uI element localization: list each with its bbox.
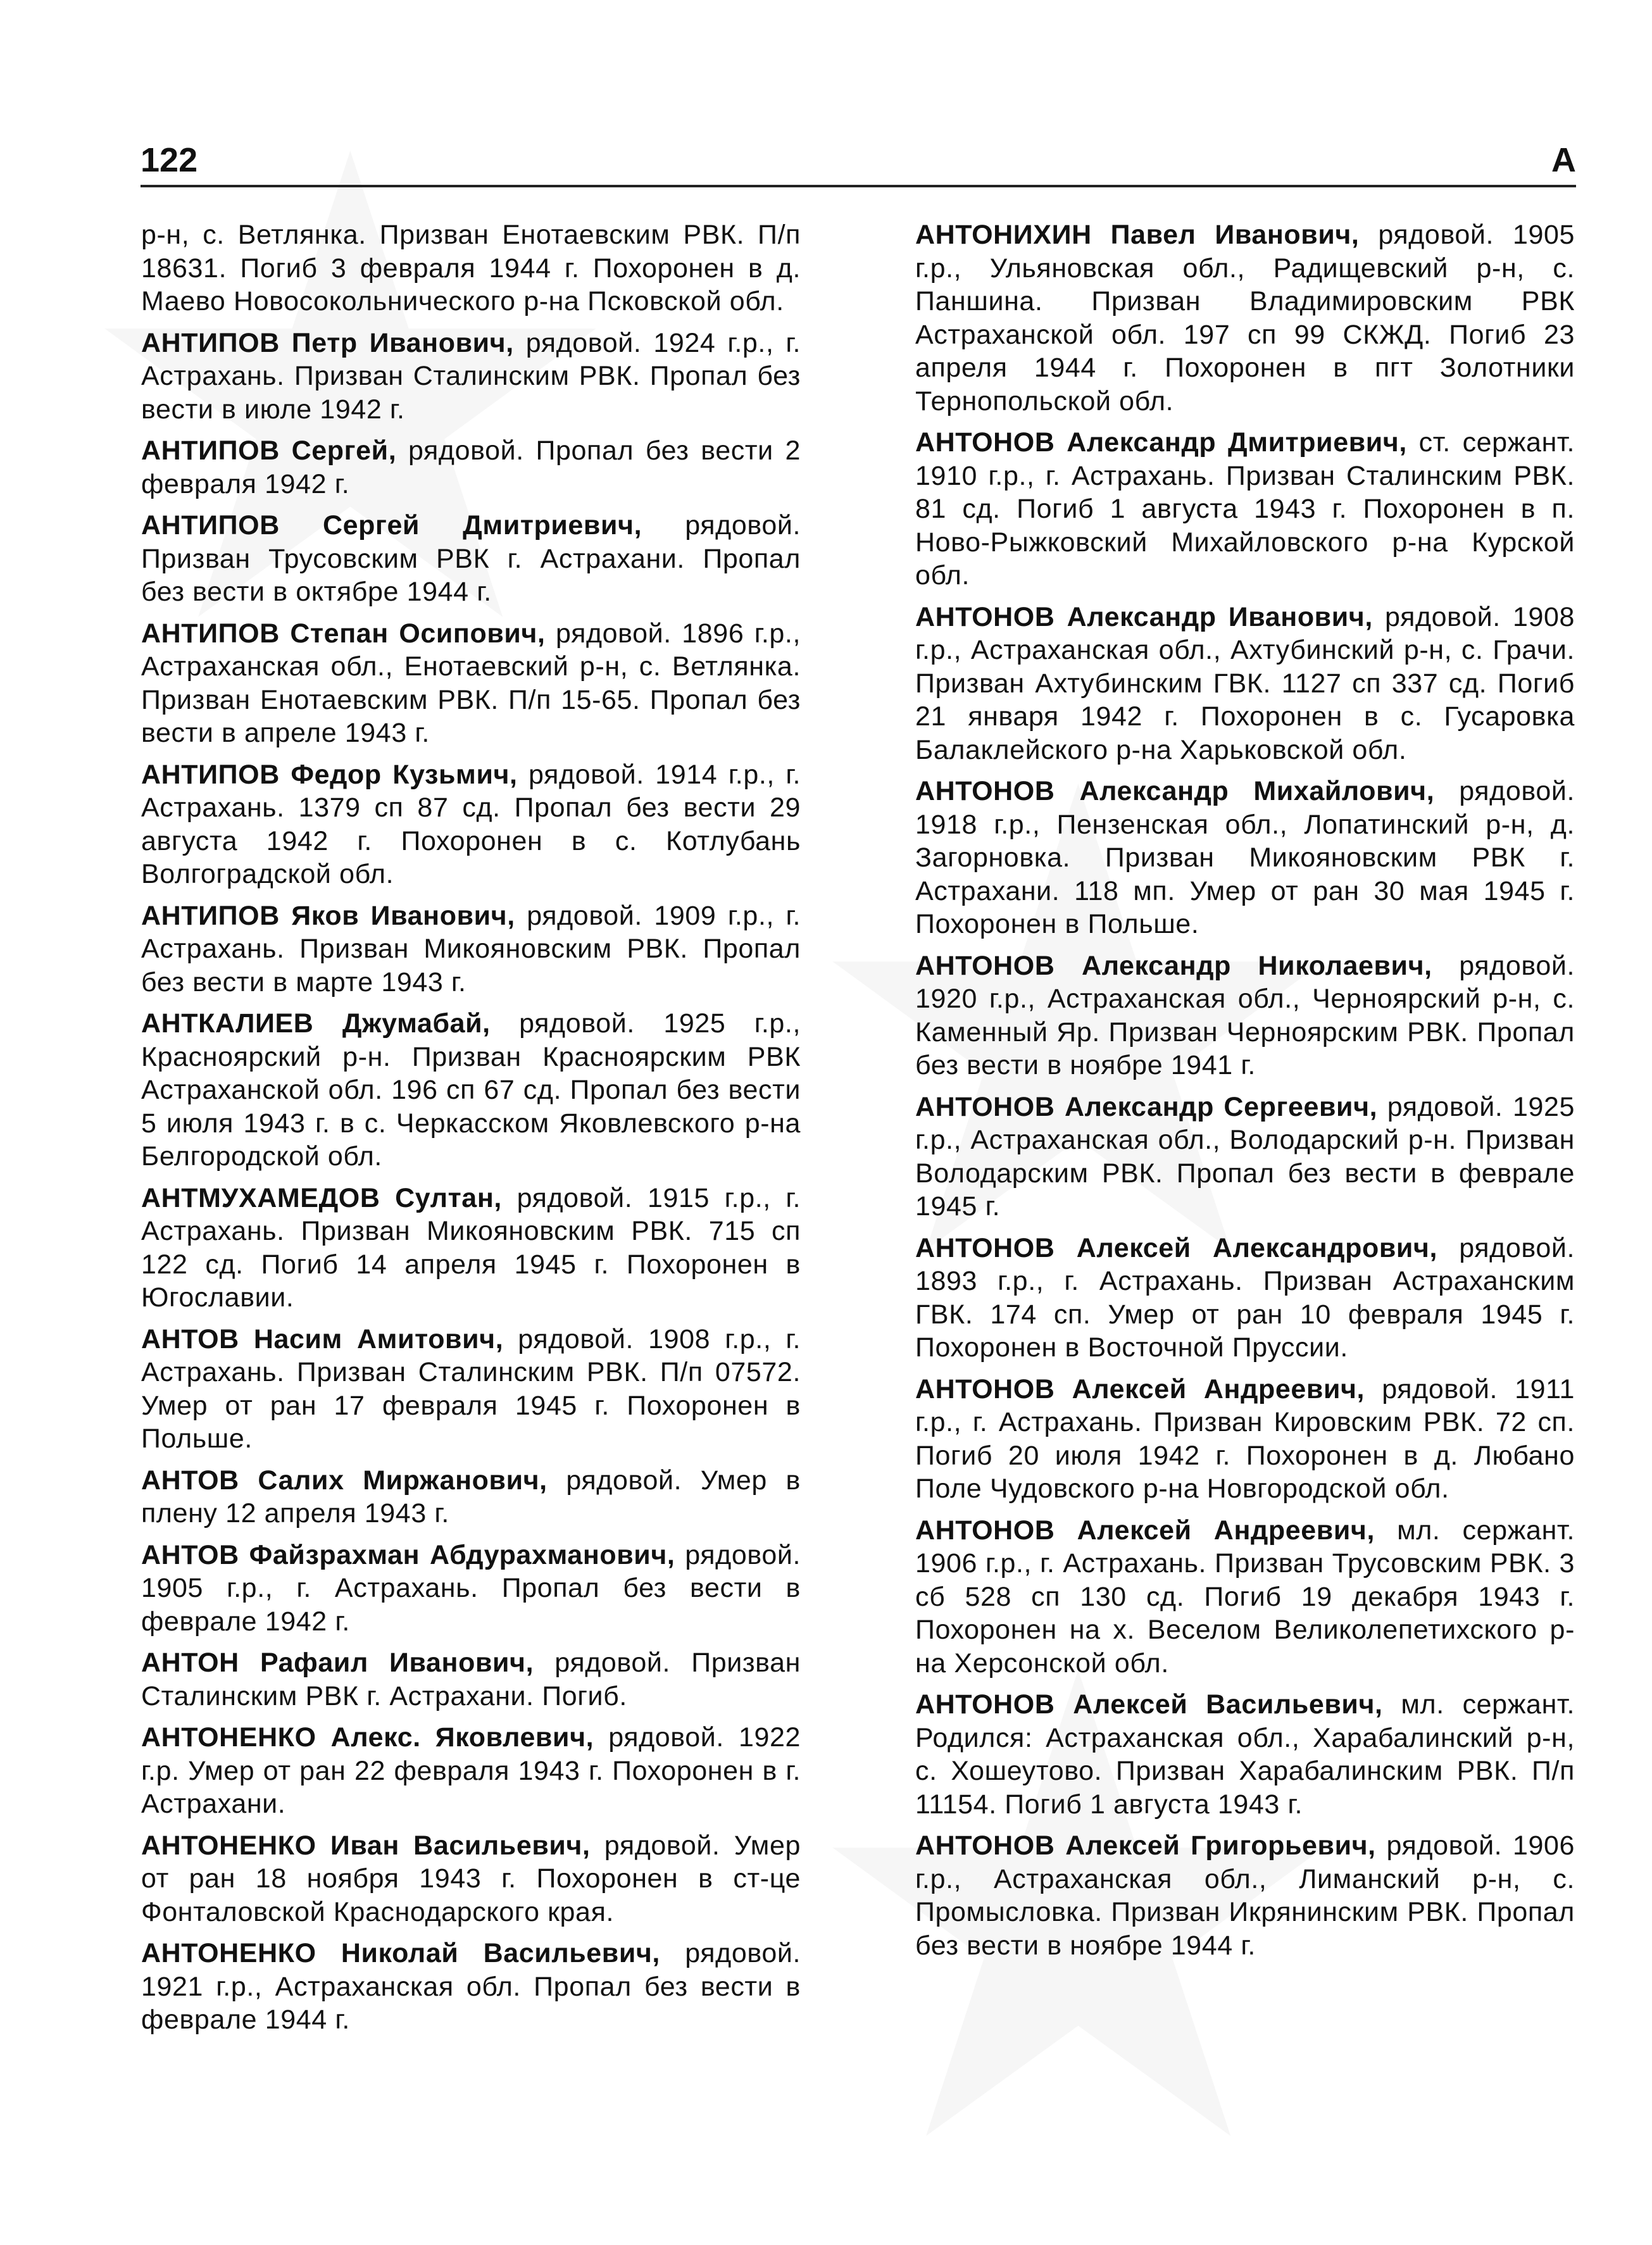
entry-name: АНТОНИХИН Павел Иванович, (915, 220, 1360, 250)
entry-name: АНТИПОВ Сергей, (141, 435, 397, 466)
list-item (915, 426, 1575, 592)
entry-text: рядовой. Умер в плену 12 апреля 1943 г. (141, 1465, 801, 1529)
entry-name: АНТИПОВ Федор Кузьмич, (141, 759, 518, 790)
entry-name: АНТОВ Салих Миржанович, (141, 1465, 548, 1496)
entry-text: рядовой. 1921 г.р., Астраханская обл. Пропал без вести в феврале 1944 г. (141, 1938, 801, 2035)
page-number: 122 (141, 141, 198, 179)
entry-text: рядовой. 1909 г.р., г. Астрахань. Призван Микояновским РВК. Пропал без вести в марте 1943 г. (141, 900, 801, 997)
entry-text: рядовой. 1911 г.р., г. Астрахань. Призван Кировским РВК. 72 сп. Погиб 20 июля 1942 г. Похоронен в д. Любано Поле Чудовского р-на Новгородской обл. (915, 1373, 1575, 1504)
entry-name: АНТОНЕНКО Николай Васильевич, (141, 1938, 660, 1968)
list-item (141, 899, 801, 999)
list-item (915, 1829, 1575, 1962)
list-item (141, 509, 801, 609)
entry-name: АНТОНОВ Александр Дмитриевич, (915, 427, 1407, 458)
list-item (141, 1829, 801, 1929)
entry-text: р-н, с. Ветлянка. Призван Енотаевским РВК. П/п 18631. Погиб 3 февраля 1944 г. Похоронен в д. Маево Новосокольнического р-на Псковской обл. (141, 220, 801, 316)
entry-text: рядовой. 1905 г.р., г. Астрахань. Пропал без вести в феврале 1942 г. (141, 1539, 801, 1637)
list-item (915, 949, 1575, 1082)
section-letter: А (1551, 141, 1576, 179)
entry-name: АНТМУХАМЕДОВ Султан, (141, 1182, 502, 1213)
left-column (141, 218, 801, 2045)
list-item (141, 1323, 801, 1456)
entry-name: АНТОНОВ Алексей Андреевич, (915, 1373, 1365, 1404)
entry-text: ст. сержант. 1910 г.р., г. Астрахань. Призван Сталинским РВК. 81 сд. Погиб 1 августа 1943 г. Похоронен в п. Ново-Рыжковский Михайловского р-на Курской обл. (915, 427, 1575, 591)
entry-name: АНТОНОВ Алексей Григорьевич, (915, 1830, 1376, 1861)
list-item (915, 601, 1575, 767)
entry-name: АНТОНЕНКО Иван Васильевич, (141, 1830, 591, 1861)
entry-name: АНТОНОВ Александр Иванович, (915, 601, 1373, 632)
entry-text: мл. сержант. 1906 г.р., г. Астрахань. Призван Трусовским РВК. 3 сб 528 сп 130 сд. Погиб 19 декабря 1943 г. Похоронен на х. Веселом Великолепетихского р-на Херсонской обл. (915, 1515, 1575, 1679)
list-item (915, 218, 1575, 418)
entry-name: АНТИПОВ Петр Иванович, (141, 327, 514, 358)
entry-text: рядовой. 1905 г.р., Ульяновская обл., Радищевский р-н, с. Паншина. Призван Владимировским РВК Астраханской обл. 197 сп 99 СКЖД. Погиб 23 апреля 1944 г. Похоронен в пгт Золотники Тернопольской обл. (915, 220, 1575, 416)
entry-text: рядовой. 1920 г.р., Астраханская обл., Черноярский р-н, с. Каменный Яр. Призван Черноярским РВК. Пропал без вести в ноябре 1941 г. (915, 950, 1575, 1080)
entry-text: мл. сержант. Родился: Астраханская обл., Харабалинский р-н, с. Хошеутово. Призван Харабалинским РВК. П/п 11154. Погиб 1 августа 1943 г. (915, 1689, 1575, 1820)
list-item (915, 1688, 1575, 1821)
list-item (915, 1232, 1575, 1365)
list-item (141, 758, 801, 891)
entry-text: рядовой. 1922 г.р. Умер от ран 22 февраля 1943 г. Похоронен в г. Астрахани. (141, 1722, 801, 1819)
list-item (915, 1373, 1575, 1506)
entry-name: АНТИПОВ Яков Иванович, (141, 900, 515, 931)
entry-text: рядовой. Призван Трусовским РВК г. Астрахани. Пропал без вести в октябре 1944 г. (141, 510, 801, 607)
entry-name: АНТОНОВ Александр Николаевич, (915, 950, 1432, 981)
entry-name: АНТОНОВ Александр Сергеевич, (915, 1091, 1378, 1122)
list-item (141, 1182, 801, 1315)
entry-text: рядовой. Умер от ран 18 ноября 1943 г. Похоронен в ст-це Фонталовской Краснодарского края. (141, 1830, 801, 1927)
entry-name: АНТОНОВ Алексей Андреевич, (915, 1515, 1375, 1546)
right-column (915, 218, 1575, 1970)
entry-text: рядовой. 1906 г.р., Астраханская обл., Лиманский р-н, с. Промысловка. Призван Икрянинским РВК. Пропал без вести в ноябре 1944 г. (915, 1830, 1575, 1961)
entry-text: рядовой. 1925 г.р., Астраханская обл., Володарский р-н. Призван Володарским РВК. Пропал без вести в феврале 1945 г. (915, 1091, 1575, 1222)
entry-name: АНТОН Рафаил Иванович, (141, 1648, 534, 1678)
list-item (915, 1091, 1575, 1223)
list-item (141, 617, 801, 750)
entry-text: рядовой. 1893 г.р., г. Астрахань. Призван Астраханским ГВК. 174 сп. Умер от ран 10 февраля 1945 г. Похоронен в Восточной Пруссии. (915, 1232, 1575, 1363)
entry-name: АНТИПОВ Сергей Дмитриевич, (141, 510, 642, 541)
entry-text: рядовой. 1908 г.р., Астраханская обл., Ахтубинский р-н, с. Грачи. Призван Ахтубинским ГВК. 1127 сп 337 сд. Погиб 21 января 1942 г. Похоронен в с. Гусаровка Балаклейского р-на Харьковской обл. (915, 601, 1575, 765)
page-header (141, 134, 1576, 187)
entry-text: рядовой. 1918 г.р., Пензенская обл., Лопатинский р-н, д. Загорновка. Призван Микояновским РВК г. Астрахани. 118 мп. Умер от ран 30 мая 1945 г. Похоронен в Польше. (915, 776, 1575, 939)
list-item (141, 327, 801, 427)
entry-name: АНТОНЕНКО Алекс. Яковлевич, (141, 1722, 594, 1753)
list-item (141, 218, 801, 318)
entry-text: рядовой. Призван Сталинским РВК г. Астрахани. Погиб. (141, 1648, 801, 1711)
entry-text: рядовой. 1914 г.р., г. Астрахань. 1379 сп 87 сд. Пропал без вести 29 августа 1942 г. Похоронен в с. Котлубань Волгоградской обл. (141, 759, 801, 889)
list-item (915, 1514, 1575, 1680)
list-item (915, 775, 1575, 941)
entry-text: рядовой. 1925 г.р., Красноярский р-н. Призван Красноярским РВК Астраханской обл. 196 сп 67 сд. Пропал без вести 5 июля 1943 г. в с. Черкасском Яковлевского р-на Белгородской обл. (141, 1008, 801, 1172)
entry-text: рядовой. 1908 г.р., г. Астрахань. Призван Сталинским РВК. П/п 07572. Умер от ран 17 февраля 1945 г. Похоронен в Польше. (141, 1323, 801, 1454)
list-item (141, 434, 801, 501)
list-item (141, 1937, 801, 2037)
list-item (141, 1539, 801, 1639)
entry-name: АНТОНОВ Александр Михайлович, (915, 776, 1435, 806)
entry-name: АНТОВ Насим Амитович, (141, 1323, 504, 1354)
entry-text: рядовой. 1896 г.р., Астраханская обл., Енотаевский р-н, с. Ветлянка. Призван Енотаевским РВК. П/п 15-65. Пропал без вести в апреле 1943 г. (141, 618, 801, 748)
entry-text: рядовой. Пропал без вести 2 февраля 1942 г. (141, 435, 801, 499)
entry-name: АНТКАЛИЕВ Джумабай, (141, 1008, 491, 1039)
entry-name: АНТОНОВ Алексей Васильевич, (915, 1689, 1383, 1720)
entry-text: рядовой. 1915 г.р., г. Астрахань. Призван Микояновским РВК. 715 сп 122 сд. Погиб 14 апреля 1945 г. Похоронен в Югославии. (141, 1182, 801, 1313)
entry-name: АНТОВ Файзрахман Абдурахманович, (141, 1539, 675, 1570)
entry-name: АНТОНОВ Алексей Александрович, (915, 1232, 1438, 1263)
list-item (141, 1721, 801, 1821)
entry-text: рядовой. 1924 г.р., г. Астрахань. Призван Сталинским РВК. Пропал без вести в июле 1942 г. (141, 327, 801, 425)
list-item (141, 1646, 801, 1713)
entry-name: АНТИПОВ Степан Осипович, (141, 618, 546, 649)
list-item (141, 1007, 801, 1173)
list-item (141, 1464, 801, 1530)
